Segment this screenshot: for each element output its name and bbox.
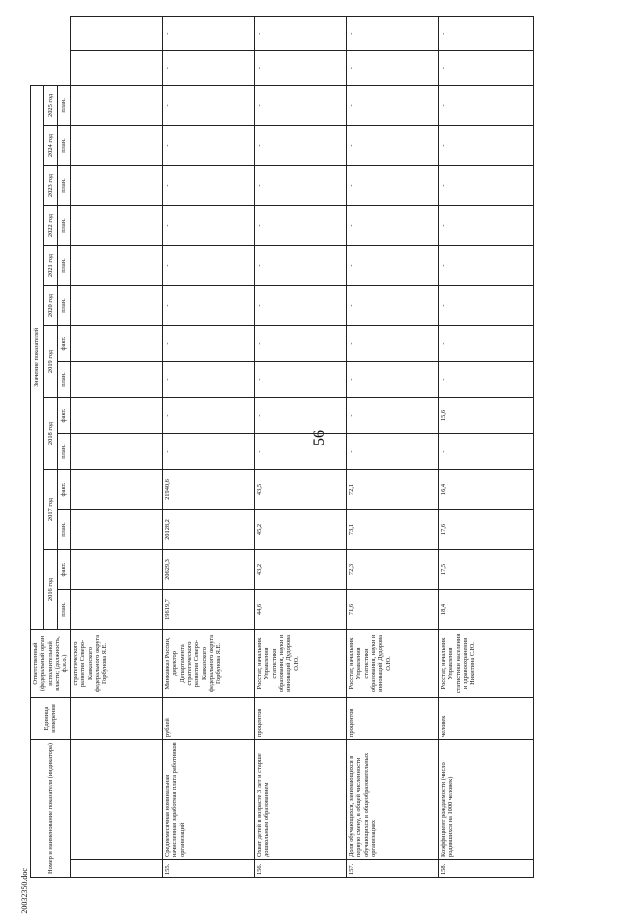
header-plan: план. xyxy=(57,85,70,125)
header-fact: факт. xyxy=(57,326,70,362)
row-value xyxy=(70,17,162,51)
row-number xyxy=(70,860,162,878)
row-value: - xyxy=(346,206,438,246)
row-responsible: Росстат, начальник Управления статистики образования, науки и инноваций Дудорова О.Ю. xyxy=(346,630,438,698)
row-value xyxy=(70,286,162,326)
row-value: 71,6 xyxy=(346,590,438,630)
row-value: - xyxy=(254,206,346,246)
row-value xyxy=(70,362,162,398)
row-unit: рублей xyxy=(162,698,254,740)
row-value: - xyxy=(162,85,254,125)
row-value: - xyxy=(254,434,346,470)
row-value xyxy=(70,85,162,125)
row-value: - xyxy=(162,326,254,362)
header-plan: план. xyxy=(57,362,70,398)
row-name: Охват детей в возрасте 3 лет и старше дошкольным образованием xyxy=(254,740,346,860)
row-value xyxy=(70,434,162,470)
row-name xyxy=(70,740,162,860)
row-value: 16,4 xyxy=(438,470,533,510)
row-number: 155. xyxy=(162,860,254,878)
row-name: Доля обучающихся, занимающихся в первую смену, в общей численности обучающихся в общеобразовательных организациях xyxy=(346,740,438,860)
row-value: - xyxy=(438,326,533,362)
row-value: - xyxy=(162,51,254,85)
row-unit: человек xyxy=(438,698,533,740)
row-value: - xyxy=(346,85,438,125)
row-value: 43,5 xyxy=(254,470,346,510)
header-year: 2017 год xyxy=(44,470,57,550)
row-value: - xyxy=(254,362,346,398)
table-body xyxy=(70,17,533,878)
row-value: 17,5 xyxy=(438,550,533,590)
row-value: 21940,6 xyxy=(162,470,254,510)
row-value: - xyxy=(438,85,533,125)
footer-filename: 20032350.doc xyxy=(20,868,29,914)
row-value: - xyxy=(162,166,254,206)
row-value xyxy=(70,470,162,510)
row-value: 44,6 xyxy=(254,590,346,630)
page-number: 56 xyxy=(311,430,328,446)
header-plan: план. xyxy=(57,166,70,206)
header-plan: план. xyxy=(57,126,70,166)
row-value: - xyxy=(346,398,438,434)
row-value: - xyxy=(162,434,254,470)
row-value: 73,1 xyxy=(346,510,438,550)
row-value: - xyxy=(162,362,254,398)
row-value: 17,6 xyxy=(438,510,533,550)
row-name: Коэффициент рождаемости (число родившихся на 1000 человек) xyxy=(438,740,533,860)
row-responsible: Минкавказ России, директор Департамента стратегического развития Северо-Кавказского федерального округа Горбунова Я.Е. xyxy=(162,630,254,698)
row-value: - xyxy=(438,126,533,166)
header-year: 2024 год xyxy=(44,126,57,166)
row-value: - xyxy=(254,126,346,166)
row-value: 18,4 xyxy=(438,590,533,630)
row-value: - xyxy=(438,434,533,470)
row-value: - xyxy=(254,17,346,51)
row-value: - xyxy=(162,246,254,286)
row-value: - xyxy=(254,286,346,326)
row-value: - xyxy=(346,246,438,286)
table-row xyxy=(162,17,254,878)
header-unit: Единица измерения xyxy=(31,698,71,740)
row-name: Среднемесячная номинальная начисленная заработная плата работников организаций xyxy=(162,740,254,860)
row-value: - xyxy=(254,326,346,362)
row-value: 43,2 xyxy=(254,550,346,590)
row-value: 20629,3 xyxy=(162,550,254,590)
row-value: - xyxy=(254,166,346,206)
header-fact: факт. xyxy=(57,398,70,434)
header-plan: план. xyxy=(57,246,70,286)
header-year: 2019 год xyxy=(44,326,57,398)
row-value: - xyxy=(162,286,254,326)
row-value: - xyxy=(162,398,254,434)
row-responsible: Росстат, начальник Управления статистики населения и здравоохранения Никитина С.Ю. xyxy=(438,630,533,698)
row-value: - xyxy=(346,434,438,470)
row-number: 157. xyxy=(346,860,438,878)
row-value: 72,3 xyxy=(346,550,438,590)
row-value: - xyxy=(346,326,438,362)
row-value: - xyxy=(438,362,533,398)
row-value xyxy=(70,510,162,550)
row-value: - xyxy=(438,17,533,51)
indicator-table xyxy=(30,16,534,878)
header-name: Номер и наименование показателя (индикатора) xyxy=(31,740,71,878)
row-value xyxy=(70,126,162,166)
header-year: 2021 год xyxy=(44,246,57,286)
row-value: - xyxy=(254,398,346,434)
row-value: - xyxy=(346,166,438,206)
row-value xyxy=(70,590,162,630)
header-year: 2022 год xyxy=(44,206,57,246)
row-value: - xyxy=(346,51,438,85)
row-responsible: стратегического развития Северо-Кавказского федерального округа Горбунова Я.Е. xyxy=(70,630,162,698)
header-year: 2016 год xyxy=(44,550,57,630)
row-value: - xyxy=(346,362,438,398)
table-row xyxy=(70,17,162,878)
row-value: - xyxy=(438,51,533,85)
row-value: - xyxy=(346,286,438,326)
row-unit: процентов xyxy=(254,698,346,740)
header-year: 2025 год xyxy=(44,85,57,125)
row-value: - xyxy=(438,286,533,326)
row-value xyxy=(70,550,162,590)
header-plan: план. xyxy=(57,286,70,326)
row-value: - xyxy=(254,51,346,85)
header-fact: факт. xyxy=(57,470,70,510)
row-value xyxy=(70,326,162,362)
row-value: 20128,2 xyxy=(162,510,254,550)
row-unit: процентов xyxy=(346,698,438,740)
row-responsible: Росстат, начальник Управления статистики образования, науки и инноваций Дудорова О.Ю. xyxy=(254,630,346,698)
row-value: - xyxy=(438,206,533,246)
header-plan: план. xyxy=(57,206,70,246)
row-value xyxy=(70,246,162,286)
row-value: 19619,7 xyxy=(162,590,254,630)
header-year: 2020 год xyxy=(44,286,57,326)
row-value: - xyxy=(162,126,254,166)
row-value: - xyxy=(254,246,346,286)
row-value: - xyxy=(438,246,533,286)
table-row xyxy=(346,17,438,878)
row-value: - xyxy=(346,17,438,51)
header-values: Значение показателей xyxy=(31,85,44,629)
row-value: 72,1 xyxy=(346,470,438,510)
header-responsible: Ответственный (федеральный орган исполнительной власти; (должность, ф.и.о.) xyxy=(31,630,71,698)
row-number: 158. xyxy=(438,860,533,878)
row-value xyxy=(70,166,162,206)
header-plan: план. xyxy=(57,510,70,550)
table-row xyxy=(438,17,533,878)
row-value xyxy=(70,206,162,246)
row-value xyxy=(70,51,162,85)
row-unit xyxy=(70,698,162,740)
row-value: - xyxy=(438,166,533,206)
row-value: - xyxy=(254,85,346,125)
header-year: 2018 год xyxy=(44,398,57,470)
row-value: 45,2 xyxy=(254,510,346,550)
table-row xyxy=(254,17,346,878)
row-value xyxy=(70,398,162,434)
row-number: 156. xyxy=(254,860,346,878)
header-plan: план. xyxy=(57,590,70,630)
row-value: - xyxy=(162,206,254,246)
row-value: - xyxy=(346,126,438,166)
header-fact: факт. xyxy=(57,550,70,590)
header-year: 2023 год xyxy=(44,166,57,206)
row-value: - xyxy=(162,17,254,51)
indicator-table-sheet xyxy=(30,16,540,878)
row-value: 15,6 xyxy=(438,398,533,434)
header-plan: план. xyxy=(57,434,70,470)
